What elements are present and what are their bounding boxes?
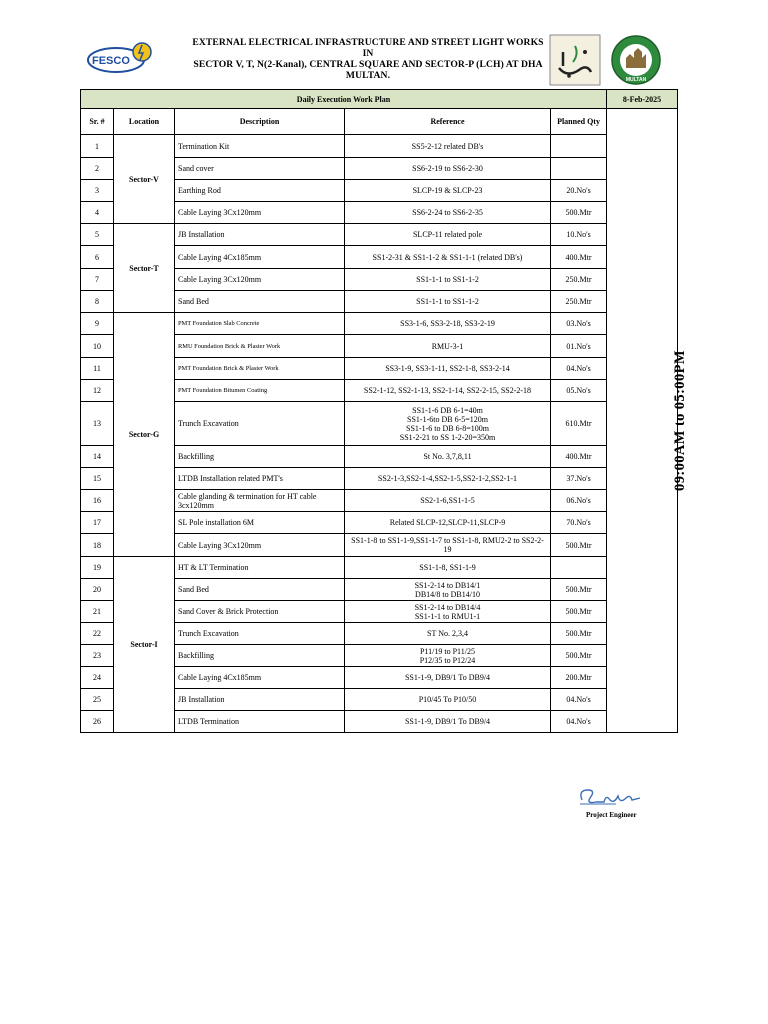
row-planned-qty: 500.Mtr	[551, 601, 607, 623]
col-header-sr: Sr. #	[81, 109, 114, 135]
row-sr: 18	[81, 534, 114, 557]
fesco-logo-text: FESCO	[92, 55, 130, 67]
reference-line: SS1-1-1 to SS1-1-2	[416, 275, 479, 284]
row-planned-qty: 400.Mtr	[551, 246, 607, 269]
row-sr: 4	[81, 202, 114, 224]
row-reference	[345, 446, 551, 468]
reference-line: SS1-1-9, DB9/1 To DB9/4	[404, 673, 491, 682]
document-header	[80, 30, 676, 88]
row-sr: 24	[81, 667, 114, 689]
emblem-text: MULTAN	[625, 77, 647, 83]
row-description: LTDB Termination	[175, 711, 345, 733]
row-sr: 23	[81, 645, 114, 667]
row-sr: 25	[81, 689, 114, 711]
col-header-planned-qty: Planned Qty	[551, 109, 607, 135]
row-description: Sand cover	[175, 158, 345, 180]
row-planned-qty: 01.No's	[551, 335, 607, 358]
reference-line: SLCP-19 & SLCP-23	[412, 186, 483, 195]
row-sr: 19	[81, 557, 114, 579]
reference-line: SS2-1-3,SS2-1-4,SS2-1-5,SS2-1-2,SS2-1-1	[377, 474, 518, 483]
row-sr: 9	[81, 313, 114, 335]
row-description: Sand Bed	[175, 579, 345, 601]
time-window: 09:00AM to 05:00PM	[671, 350, 688, 491]
row-sr: 10	[81, 335, 114, 358]
row-sr: 1	[81, 135, 114, 158]
row-description: Backfilling	[175, 446, 345, 468]
reference-line: SS3-1-9, SS3-1-11, SS2-1-8, SS3-2-14	[385, 364, 510, 373]
row-description: SL Pole installation 6M	[175, 512, 345, 534]
table-row	[81, 135, 678, 158]
row-planned-qty: 500.Mtr	[551, 534, 607, 557]
row-planned-qty	[551, 135, 607, 158]
row-reference	[345, 135, 551, 158]
row-sr: 7	[81, 269, 114, 291]
row-sr: 12	[81, 380, 114, 402]
row-reference	[345, 291, 551, 313]
reference-line: DB14/8 to DB14/10	[415, 589, 480, 599]
row-description: Cable Laying 3Cx120mm	[175, 202, 345, 224]
signature-icon	[576, 782, 646, 812]
title-line-3: MULTAN.	[345, 70, 391, 81]
row-planned-qty: 70.No's	[551, 512, 607, 534]
row-reference	[345, 579, 551, 601]
reference-line: SS2-1-12, SS2-1-13, SS2-1-14, SS2-2-15, SS2-2-18	[363, 386, 532, 395]
reference-line: SS2-1-6,SS1-1-5	[420, 496, 475, 505]
reference-line: Related SLCP-12,SLCP-11,SLCP-9	[389, 518, 506, 527]
row-planned-qty: 10.No's	[551, 224, 607, 246]
dha-emblem-icon	[608, 34, 664, 86]
row-reference	[345, 269, 551, 291]
row-planned-qty: 04.No's	[551, 689, 607, 711]
row-sr: 6	[81, 246, 114, 269]
row-reference	[345, 490, 551, 512]
row-location: Sector-I	[114, 557, 175, 733]
reference-line: SS3-1-6, SS3-2-18, SS3-2-19	[400, 319, 495, 328]
row-planned-qty: 500.Mtr	[551, 579, 607, 601]
row-description: Trunch Excavation	[175, 402, 345, 446]
col-header-description: Description	[175, 109, 345, 135]
row-planned-qty: 04.No's	[551, 358, 607, 380]
time-window-cell	[607, 109, 688, 733]
work-plan-table	[80, 89, 688, 733]
row-description: Sand Bed	[175, 291, 345, 313]
row-description: Cable Laying 4Cx185mm	[175, 246, 345, 269]
row-reference	[345, 180, 551, 202]
row-sr: 20	[81, 579, 114, 601]
row-reference	[345, 557, 551, 579]
reference-line: SS1-1-8, SS1-1-9	[419, 563, 476, 572]
row-description: JB Installation	[175, 689, 345, 711]
row-planned-qty: 610.Mtr	[551, 402, 607, 446]
reference-line: SS1-1-1 to RMU1-1	[414, 611, 481, 621]
reference-line: SS5-2-12 related DB's	[411, 141, 484, 151]
row-reference	[345, 380, 551, 402]
row-reference	[345, 335, 551, 358]
reference-line: SS1-2-21 to SS 1-2-20=350m	[399, 432, 496, 442]
row-planned-qty: 20.No's	[551, 180, 607, 202]
row-reference	[345, 623, 551, 645]
row-planned-qty: 37.No's	[551, 468, 607, 490]
title-line-1: EXTERNAL ELECTRICAL INFRASTRUCTURE AND STREET LIGHT WORKS IN	[192, 37, 544, 59]
row-sr: 14	[81, 446, 114, 468]
row-planned-qty: 500.Mtr	[551, 623, 607, 645]
row-reference	[345, 402, 551, 446]
row-planned-qty: 04.No's	[551, 711, 607, 733]
reference-line: SS1-2-31 & SS1-1-2 & SS1-1-1 (related DB's)	[372, 252, 523, 262]
row-planned-qty: 200.Mtr	[551, 667, 607, 689]
row-description: Cable Laying 3Cx120mm	[175, 534, 345, 557]
row-reference	[345, 667, 551, 689]
row-description: LTDB Installation related PMT's	[175, 468, 345, 490]
row-sr: 13	[81, 402, 114, 446]
reference-line: P12/35 to P12/24	[419, 655, 476, 665]
row-reference	[345, 689, 551, 711]
row-description: HT & LT Termination	[175, 557, 345, 579]
row-reference	[345, 158, 551, 180]
reference-line: P11/19 to P11/25	[420, 646, 475, 656]
signature-label: Project Engineer	[586, 811, 637, 819]
row-description: PMT Foundation Brick & Plaster Work	[175, 358, 345, 380]
reference-line: SS6-2-24 to SS6-2-35	[412, 208, 483, 217]
band-title: Daily Execution Work Plan	[81, 90, 607, 109]
row-sr: 26	[81, 711, 114, 733]
reference-line: SS1-1-8 to SS1-1-9,SS1-1-7 to SS1-1-8, RMU2-2 to SS2-2-19	[351, 536, 544, 554]
row-planned-qty: 400.Mtr	[551, 446, 607, 468]
row-planned-qty: 250.Mtr	[551, 291, 607, 313]
row-description: Cable Laying 4Cx185mm	[175, 667, 345, 689]
reference-line: SS1-2-14 to DB14/1	[414, 580, 481, 590]
row-description: RMU Foundation Brick & Plaster Work	[175, 335, 345, 358]
row-sr: 2	[81, 158, 114, 180]
row-reference	[345, 468, 551, 490]
row-description: JB Installation	[175, 224, 345, 246]
reference-line: St No. 3,7,8,11	[423, 452, 472, 461]
row-sr: 22	[81, 623, 114, 645]
column-header-row	[81, 109, 678, 135]
reference-line: SS1-1-6to DB 6-5=120m	[407, 414, 488, 424]
row-sr: 3	[81, 180, 114, 202]
row-description: Trunch Excavation	[175, 623, 345, 645]
row-sr: 15	[81, 468, 114, 490]
fesco-logo-icon	[84, 38, 156, 78]
row-location: Sector-T	[114, 224, 175, 313]
table-row	[81, 557, 678, 579]
reference-line: SS1-1-6 DB 6-1=40m	[412, 405, 483, 415]
row-sr: 21	[81, 601, 114, 623]
row-reference	[345, 512, 551, 534]
reference-line: RMU-3-1	[431, 341, 464, 351]
row-description: Backfilling	[175, 645, 345, 667]
row-planned-qty: 500.Mtr	[551, 645, 607, 667]
reference-line: P10/45 To P10/50	[418, 695, 477, 704]
reference-line: SS6-2-19 to SS6-2-30	[412, 164, 483, 173]
row-sr: 11	[81, 358, 114, 380]
row-reference	[345, 534, 551, 557]
row-reference	[345, 224, 551, 246]
reference-line: SLCP-11 related pole	[412, 230, 483, 239]
reference-line: SS1-1-6 to DB 6-8=100m	[406, 423, 489, 433]
row-location: Sector-V	[114, 135, 175, 224]
reference-line: ST No. 2,3,4	[427, 629, 468, 638]
row-reference	[345, 645, 551, 667]
row-description: PMT Foundation Slab Concrete	[175, 313, 345, 335]
table-row	[81, 224, 678, 246]
row-reference	[345, 358, 551, 380]
row-planned-qty	[551, 158, 607, 180]
reference-line: SS1-1-9, DB9/1 To DB9/4	[404, 717, 491, 726]
row-reference	[345, 313, 551, 335]
reference-line: SS1-1-1 to SS1-1-2	[416, 297, 479, 306]
table-row	[81, 313, 678, 335]
row-description: Sand Cover & Brick Protection	[175, 601, 345, 623]
row-location: Sector-G	[114, 313, 175, 557]
row-planned-qty: 500.Mtr	[551, 202, 607, 224]
row-sr: 17	[81, 512, 114, 534]
row-description: Cable Laying 3Cx120mm	[175, 269, 345, 291]
row-planned-qty: 06.No's	[551, 490, 607, 512]
row-planned-qty: 05.No's	[551, 380, 607, 402]
plan-date: 8-Feb-2025	[607, 90, 678, 109]
row-reference	[345, 601, 551, 623]
row-description: Cable glanding & termination for HT cable 3cx120mm	[175, 490, 345, 512]
row-planned-qty: 03.No's	[551, 313, 607, 335]
reference-line: SS1-2-14 to DB14/4	[414, 602, 481, 612]
calligraphy-logo-icon	[549, 34, 601, 86]
row-reference	[345, 202, 551, 224]
row-planned-qty: 250.Mtr	[551, 269, 607, 291]
row-reference	[345, 246, 551, 269]
row-reference	[345, 711, 551, 733]
document-title	[188, 37, 548, 81]
row-sr: 16	[81, 490, 114, 512]
col-header-reference: Reference	[345, 109, 551, 135]
table-band-row	[81, 90, 678, 109]
row-sr: 8	[81, 291, 114, 313]
col-header-location: Location	[114, 109, 175, 135]
row-description: Earthing Rod	[175, 180, 345, 202]
title-line-2: SECTOR V, T, N(2-Kanal), CENTRAL SQUARE AND SECTOR-P (LCH) AT DHA	[193, 59, 543, 70]
row-description: Termination Kit	[175, 135, 345, 158]
row-description: PMT Foundation Bitumen Coating	[175, 380, 345, 402]
row-sr: 5	[81, 224, 114, 246]
row-planned-qty	[551, 557, 607, 579]
